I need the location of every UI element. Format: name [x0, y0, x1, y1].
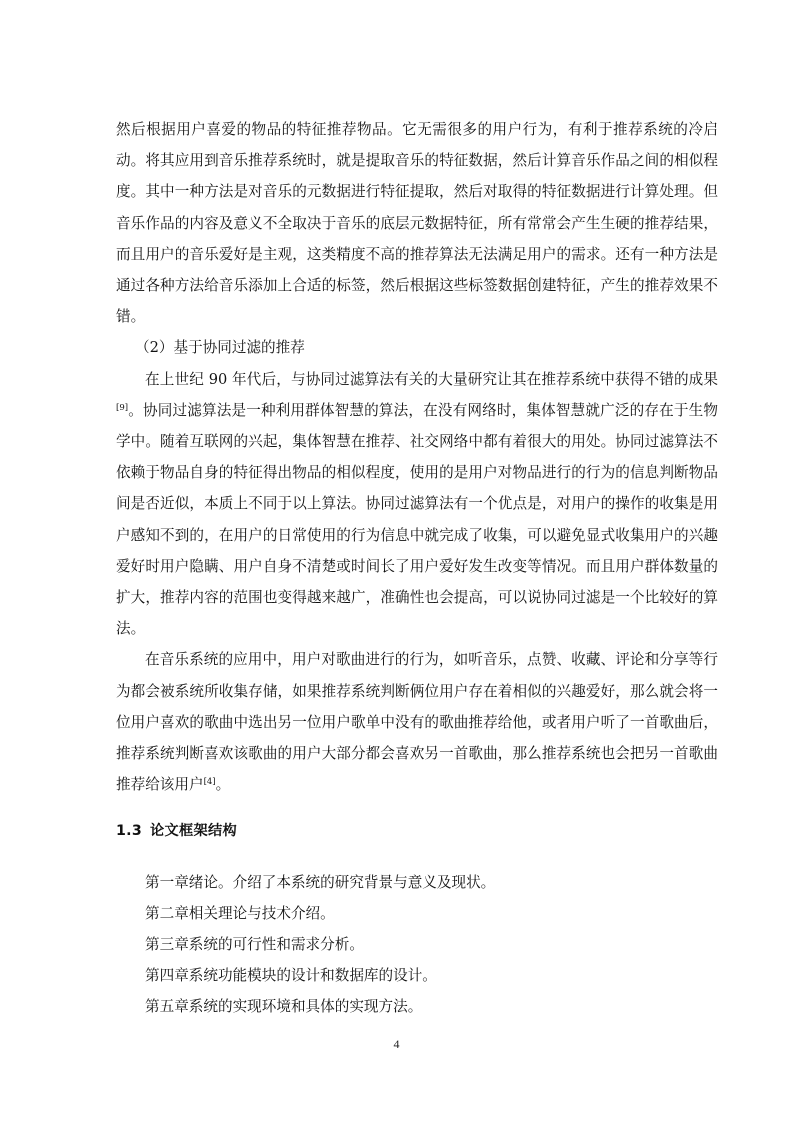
citation-9[interactable]: [9] [116, 402, 129, 413]
paragraph-collaborative-filtering [116, 364, 718, 645]
section-number: 1.3 [116, 823, 143, 840]
chapter-line: 第四章系统功能模块的设计和数据库的设计。 [145, 967, 437, 985]
body-text [116, 114, 718, 1023]
paragraph-text: 。协同过滤算法是一种利用群体智慧的算法，在没有网络时，集体智慧就广泛的存在于生物学中。随着互联网的兴起，集体智慧在推荐、社交网络中都有着很大的用处。协同过滤算法不依赖于物品自身的特征得出物品的相似程度，使用的是用户对物品进行的行为的信息判断物品间是否近似，本质上不同于以上算法。协同过滤算法有一个优点是，对用户的操作的收集是用户感知不到的，在用户的日常使用的行为信息中就完成了收集，可以避免显式收集用户的兴趣爱好时用户隐瞒、用户自身不清楚或时间长了用户爱好发生改变等情况。而且用户群体数量的扩大，推荐内容的范围也变得越来越广，准确性也会提高，可以说协同过滤是一个比较好的算法。 [116, 401, 718, 638]
citation-4[interactable]: [4] [203, 777, 216, 788]
page-number: 4 [393, 1037, 400, 1051]
chapter-line: 第一章绪论。介绍了本系统的研究背景与意义及现状。 [145, 873, 496, 891]
chapter-line: 第三章系统的可行性和需求分析。 [145, 936, 364, 954]
paragraph-content-based: 然后根据用户喜爱的物品的特征推荐物品。它无需很多的用户行为，有利于推荐系统的冷启动。将其应用到音乐推荐系统时，就是提取音乐的特征数据，然后计算音乐作品之间的相似程度。其中一种方法是对音乐的元数据进行特征提取，然后对取得的特征数据进行计算处理。但音乐作品的内容及意义不全取决于音乐的底层元数据特征，所有常常会产生生硬的推荐结果，而且用户的音乐爱好是主观，这类精度不高的推荐算法无法满足用户的需求。还有一种方法是通过各种方法给音乐添加上合适的标签，然后根据这些标签数据创建特征，产生的推荐效果不错。 [116, 121, 718, 326]
paragraph-music-system-application [116, 644, 718, 800]
paragraph-text: 。 [215, 776, 231, 794]
chapter-line: 第二章相关理论与技术介绍。 [145, 904, 335, 922]
chapter-line: 第五章系统的实现环境和具体的实现方法。 [145, 998, 423, 1016]
paragraph-text: 在音乐系统的应用中，用户对歌曲进行的行为，如听音乐，点赞、收藏、评论和分享等行为都会被系统所收集存储，如果推荐系统判断俩位用户存在着相似的兴趣爱好，那么就会将一位用户喜欢的歌曲中选出另一位用户歌单中没有的歌曲推荐给他，或者用户听了一首歌曲后，推荐系统判断喜欢该歌曲的用户大部分都会喜欢另一首歌曲，那么推荐系统也会把另一首歌曲推荐给该用户 [116, 651, 718, 794]
paragraph-text: 在上世纪 90 年代后，与协同过滤算法有关的大量研究让其在推荐系统中获得不错的成果 [145, 370, 718, 388]
section-heading [116, 816, 718, 847]
subheading-collaborative-filtering: （2）基于协同过滤的推荐 [135, 339, 305, 357]
section-title: 论文框架结构 [150, 823, 237, 840]
